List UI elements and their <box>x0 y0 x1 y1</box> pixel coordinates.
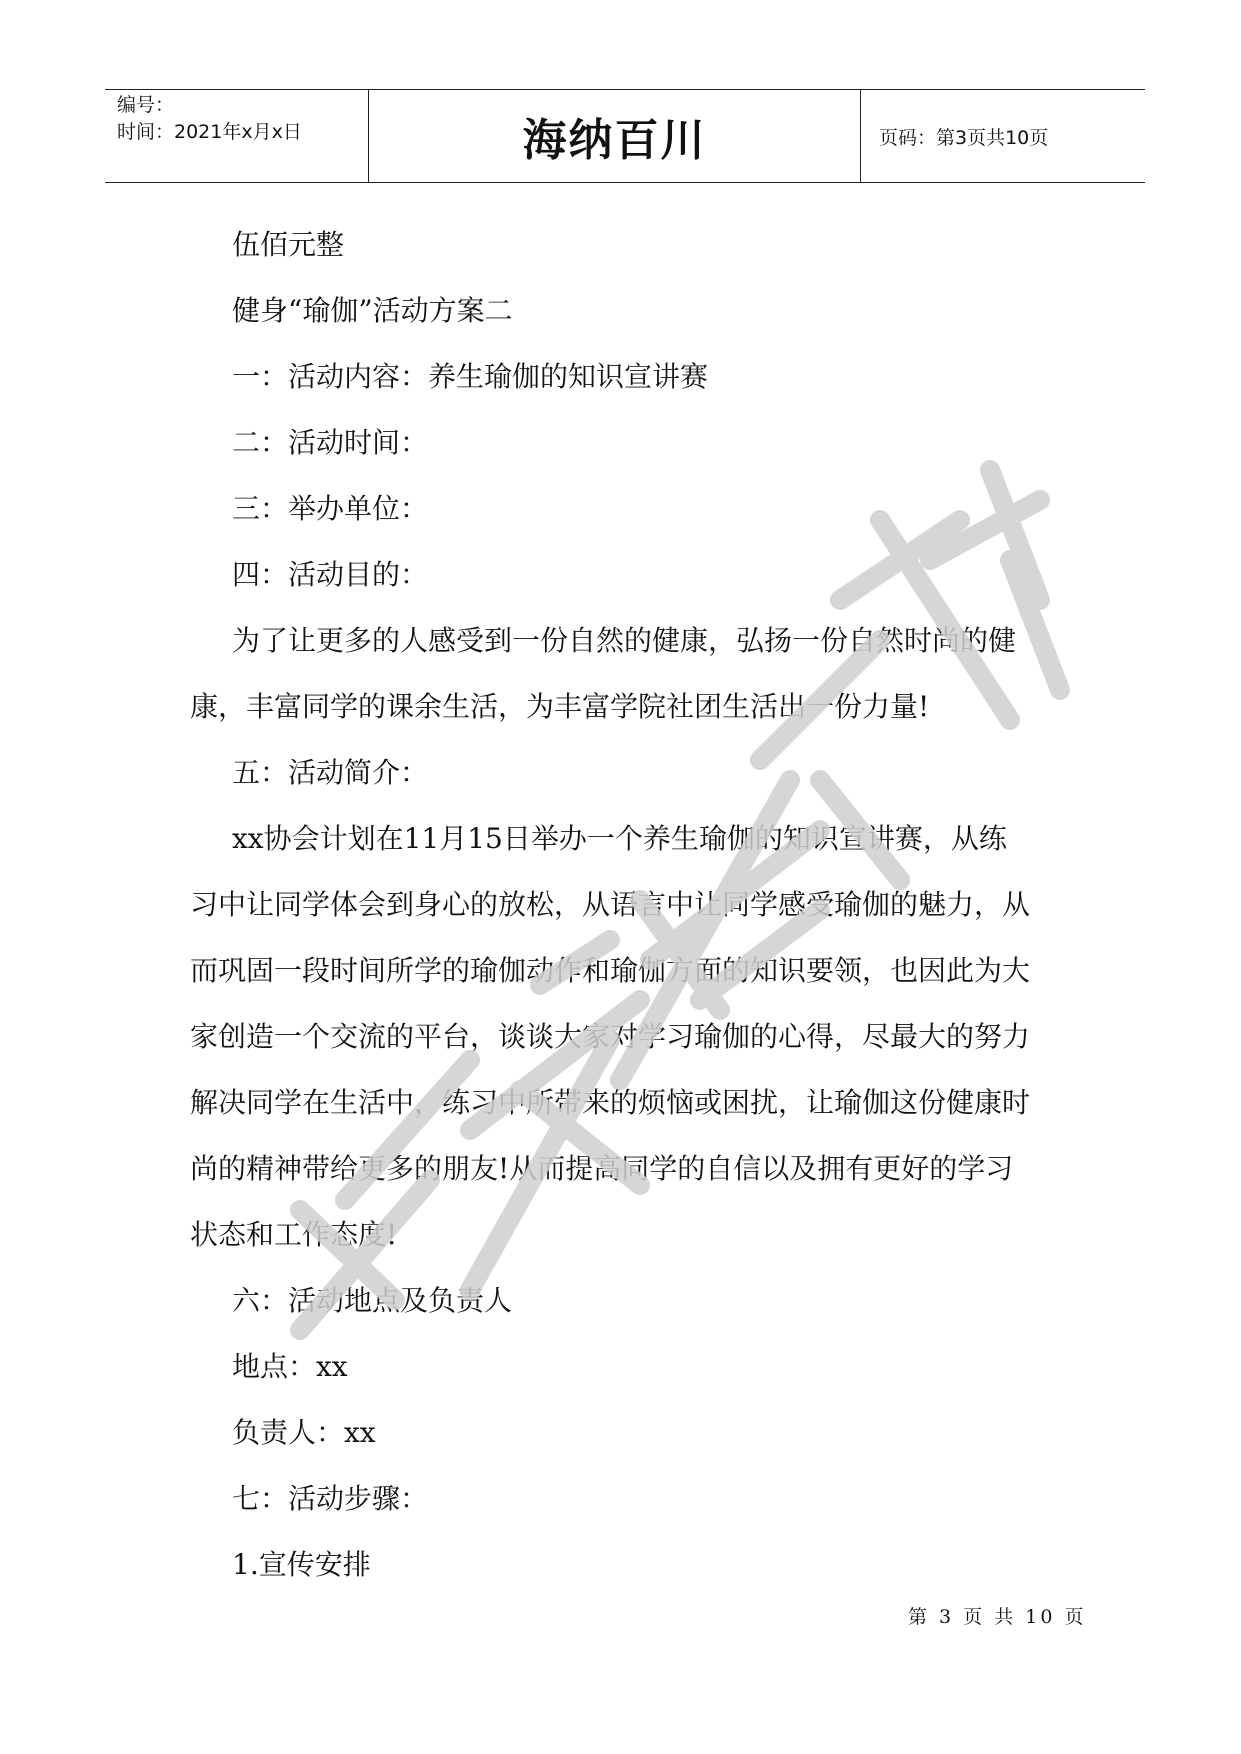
header-meta-cell <box>105 90 369 182</box>
paragraph-line: 地点：xx <box>232 1350 348 1383</box>
company-title: 海纳百川 <box>369 90 861 182</box>
paragraph-line: 一：活动内容：养生瑜伽的知识宣讲赛 <box>232 360 709 393</box>
paragraph-line: 六：活动地点及负责人 <box>232 1284 513 1317</box>
paragraph-line: 1.宣传安排 <box>232 1548 371 1581</box>
document-body <box>190 212 1060 1598</box>
document-number-label: 编号： <box>117 94 175 116</box>
document-header <box>105 89 1145 183</box>
document-time-label: 时间：2021年x月x日 <box>117 121 302 143</box>
header-page-code: 页码：第3页共10页 <box>879 126 1049 149</box>
paragraph-line: 四：活动目的： <box>232 558 429 591</box>
paragraph-line: 康，丰富同学的课余生活，为丰富学院社团生活出一份力量! <box>190 690 930 723</box>
paragraph-line: 习中让同学体会到身心的放松，从语言中让同学感受瑜伽的魅力，从 <box>190 888 1031 921</box>
paragraph-line: 负责人：xx <box>232 1416 376 1449</box>
paragraph-line: 解决同学在生活中，练习中所带来的烦恼或困扰，让瑜伽这份健康时 <box>190 1086 1031 1119</box>
paragraph-line: xx协会计划在11月15日举办一个养生瑜伽的知识宣讲赛，从练 <box>232 822 1007 855</box>
paragraph-line: 而巩固一段时间所学的瑜伽动作和瑜伽方面的知识要领，也因此为大 <box>190 954 1031 987</box>
paragraph-line: 二：活动时间： <box>232 426 429 459</box>
paragraph-line: 为了让更多的人感受到一份自然的健康，弘扬一份自然时尚的健 <box>232 624 1017 657</box>
paragraph-line: 七：活动步骤： <box>232 1482 429 1515</box>
paragraph-line: 三：举办单位： <box>232 492 429 525</box>
paragraph-line: 尚的精神带给更多的朋友!从而提高同学的自信以及拥有更好的学习 <box>190 1152 1014 1185</box>
paragraph-line: 伍佰元整 <box>232 228 345 261</box>
paragraph-line: 五：活动简介： <box>232 756 429 789</box>
paragraph-line: 家创造一个交流的平台，谈谈大家对学习瑜伽的心得，尽最大的努力 <box>190 1020 1031 1053</box>
page-footer-number: 第 3 页 共 10 页 <box>908 1606 1087 1628</box>
section-title: 健身“瑜伽”活动方案二 <box>232 294 513 327</box>
paragraph-line: 状态和工作态度! <box>190 1218 398 1251</box>
